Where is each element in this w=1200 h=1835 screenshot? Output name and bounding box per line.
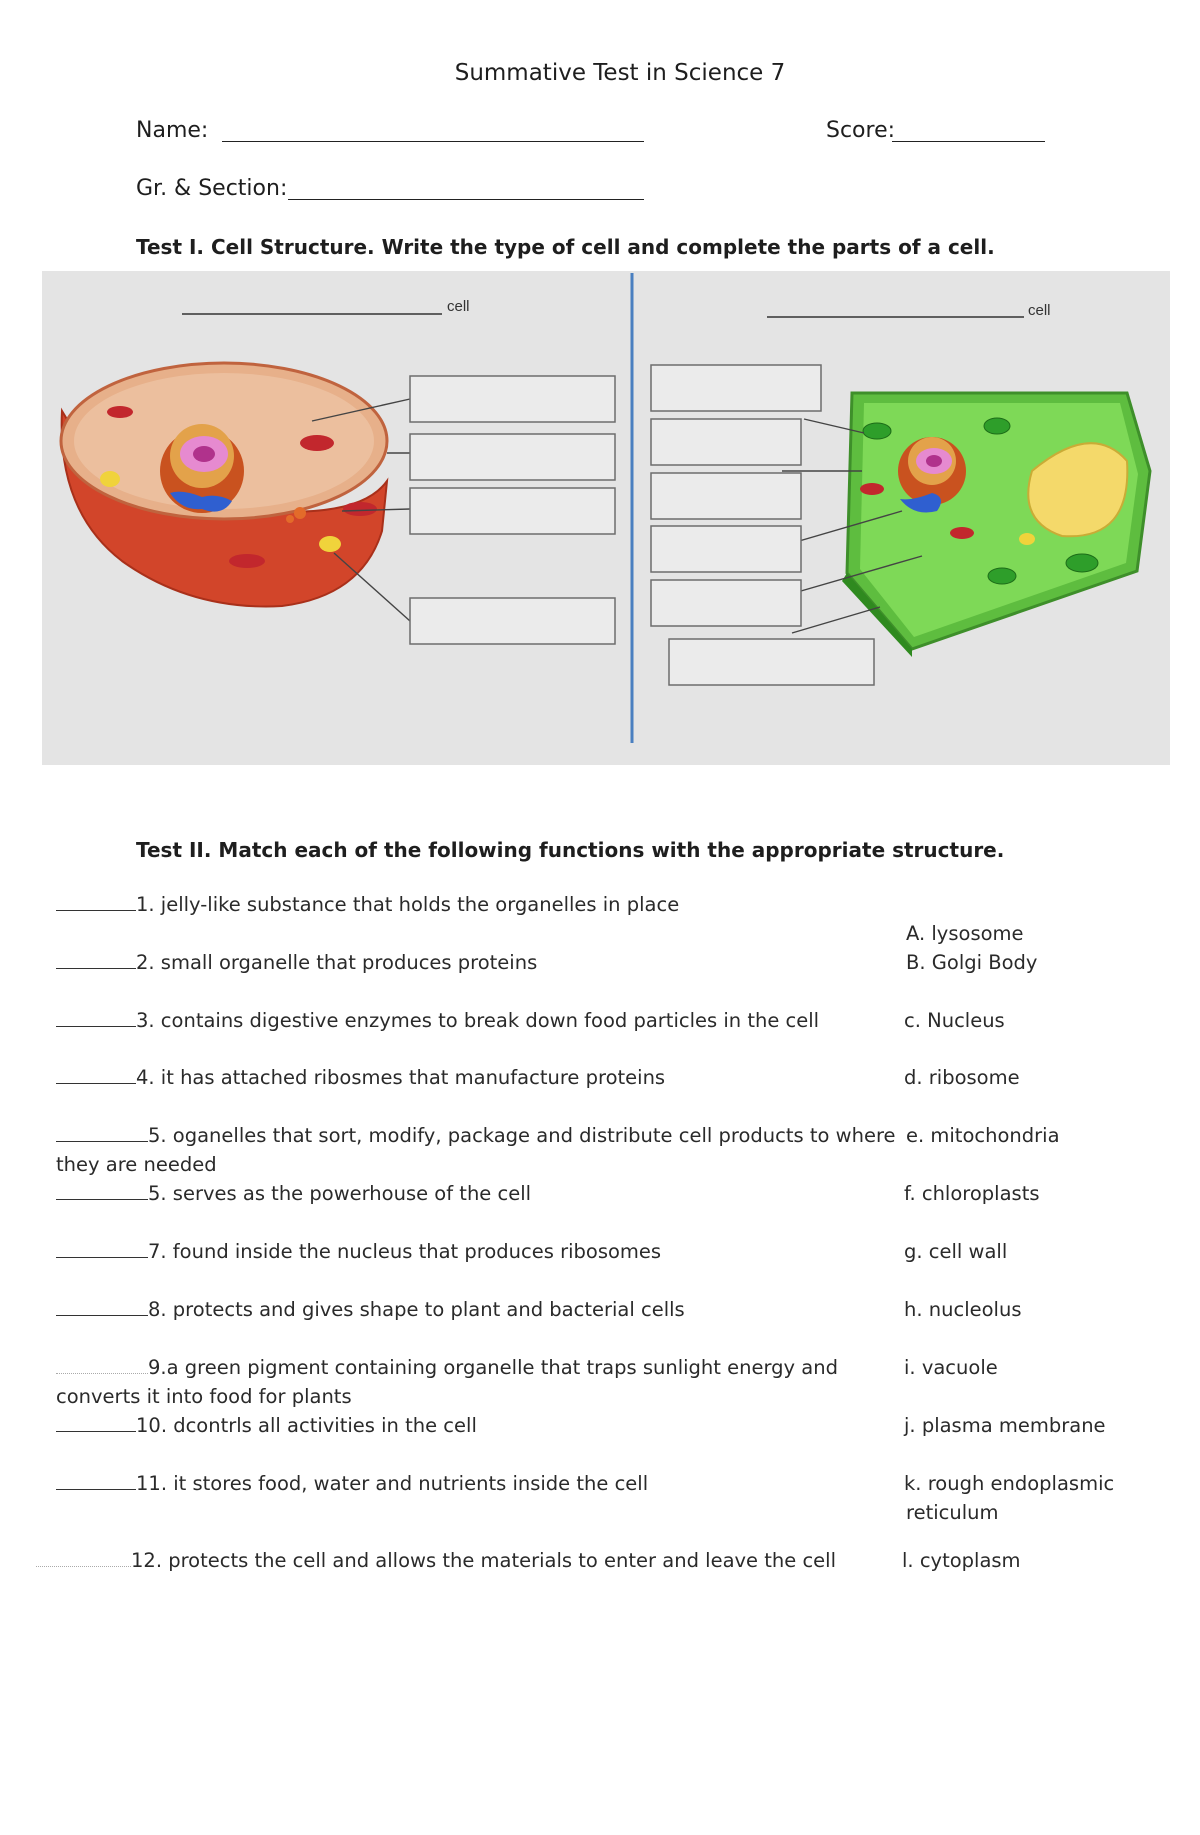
choice-d: d. ribosome <box>904 1066 1020 1089</box>
question-2: 2. small organelle that produces proteins <box>56 951 537 974</box>
answer-blank-4[interactable] <box>56 1083 136 1084</box>
question-5-cont: they are needed <box>56 1153 217 1176</box>
plant-cell-label: cell <box>1028 302 1051 319</box>
choice-j: j. plasma membrane <box>904 1414 1106 1437</box>
name-label: Name: <box>136 118 209 143</box>
question-1: 1. jelly-like substance that holds the organelles in place <box>56 893 679 916</box>
question-4: 4. it has attached ribosmes that manufacture proteins <box>56 1066 665 1089</box>
choice-e: e. mitochondria <box>906 1124 1060 1147</box>
answer-blank-6[interactable] <box>56 1199 148 1200</box>
cell-diagram <box>42 271 1170 765</box>
name-blank[interactable] <box>222 141 644 142</box>
animal-label-box-1[interactable] <box>410 376 615 422</box>
question-9: 9.a green pigment containing organelle that traps sunlight energy and <box>56 1356 838 1379</box>
score-blank[interactable] <box>892 141 1045 142</box>
choice-b: B. Golgi Body <box>906 951 1038 974</box>
plant-label-box-6[interactable] <box>669 639 874 685</box>
question-7: 7. found inside the nucleus that produces ribosomes <box>56 1240 661 1263</box>
answer-blank-9[interactable] <box>56 1373 148 1374</box>
choice-h: h. nucleolus <box>904 1298 1022 1321</box>
question-11: 11. it stores food, water and nutrients inside the cell <box>56 1472 648 1495</box>
answer-blank-7[interactable] <box>56 1257 148 1258</box>
choice-k-cont: reticulum <box>906 1501 999 1524</box>
animal-label-box-2[interactable] <box>410 434 615 480</box>
answer-blank-10[interactable] <box>56 1431 136 1432</box>
animal-label-box-4[interactable] <box>410 598 615 644</box>
test2-heading: Test II. Match each of the following functions with the appropriate structure. <box>136 838 1005 862</box>
plant-label-box-1[interactable] <box>651 365 821 411</box>
plant-label-box-3[interactable] <box>651 473 801 519</box>
question-10: 10. dcontrls all activities in the cell <box>56 1414 477 1437</box>
question-6: 5. serves as the powerhouse of the cell <box>56 1182 531 1205</box>
choice-a: A. lysosome <box>906 922 1024 945</box>
choice-c: c. Nucleus <box>904 1009 1005 1032</box>
question-3: 3. contains digestive enzymes to break down food particles in the cell <box>56 1009 819 1032</box>
plant-label-box-5[interactable] <box>651 580 801 626</box>
choice-l: l. cytoplasm <box>902 1549 1021 1572</box>
choice-k: k. rough endoplasmic <box>904 1472 1115 1495</box>
section-blank[interactable] <box>288 199 644 200</box>
answer-blank-5[interactable] <box>56 1141 148 1142</box>
animal-cell-label: cell <box>447 298 470 315</box>
animal-label-box-3[interactable] <box>410 488 615 534</box>
page-title: Summative Test in Science 7 <box>454 60 786 86</box>
test1-heading: Test I. Cell Structure. Write the type of cell and complete the parts of a cell. <box>136 235 995 259</box>
section-label: Gr. & Section: <box>136 176 288 201</box>
question-8: 8. protects and gives shape to plant and bacterial cells <box>56 1298 685 1321</box>
answer-blank-11[interactable] <box>56 1489 136 1490</box>
plant-label-box-4[interactable] <box>651 526 801 572</box>
answer-blank-1[interactable] <box>56 910 136 911</box>
question-9-cont: converts it into food for plants <box>56 1385 352 1408</box>
score-label: Score: <box>826 118 896 143</box>
plant-label-box-2[interactable] <box>651 419 801 465</box>
answer-blank-12[interactable] <box>36 1566 131 1567</box>
choice-i: i. vacuole <box>904 1356 998 1379</box>
answer-blank-8[interactable] <box>56 1315 148 1316</box>
answer-blank-3[interactable] <box>56 1026 136 1027</box>
choice-f: f. chloroplasts <box>904 1182 1040 1205</box>
question-12: 12. protects the cell and allows the materials to enter and leave the cell <box>36 1549 836 1572</box>
choice-g: g. cell wall <box>904 1240 1008 1263</box>
answer-blank-2[interactable] <box>56 968 136 969</box>
question-5: 5. oganelles that sort, modify, package and distribute cell products to where <box>56 1124 896 1147</box>
